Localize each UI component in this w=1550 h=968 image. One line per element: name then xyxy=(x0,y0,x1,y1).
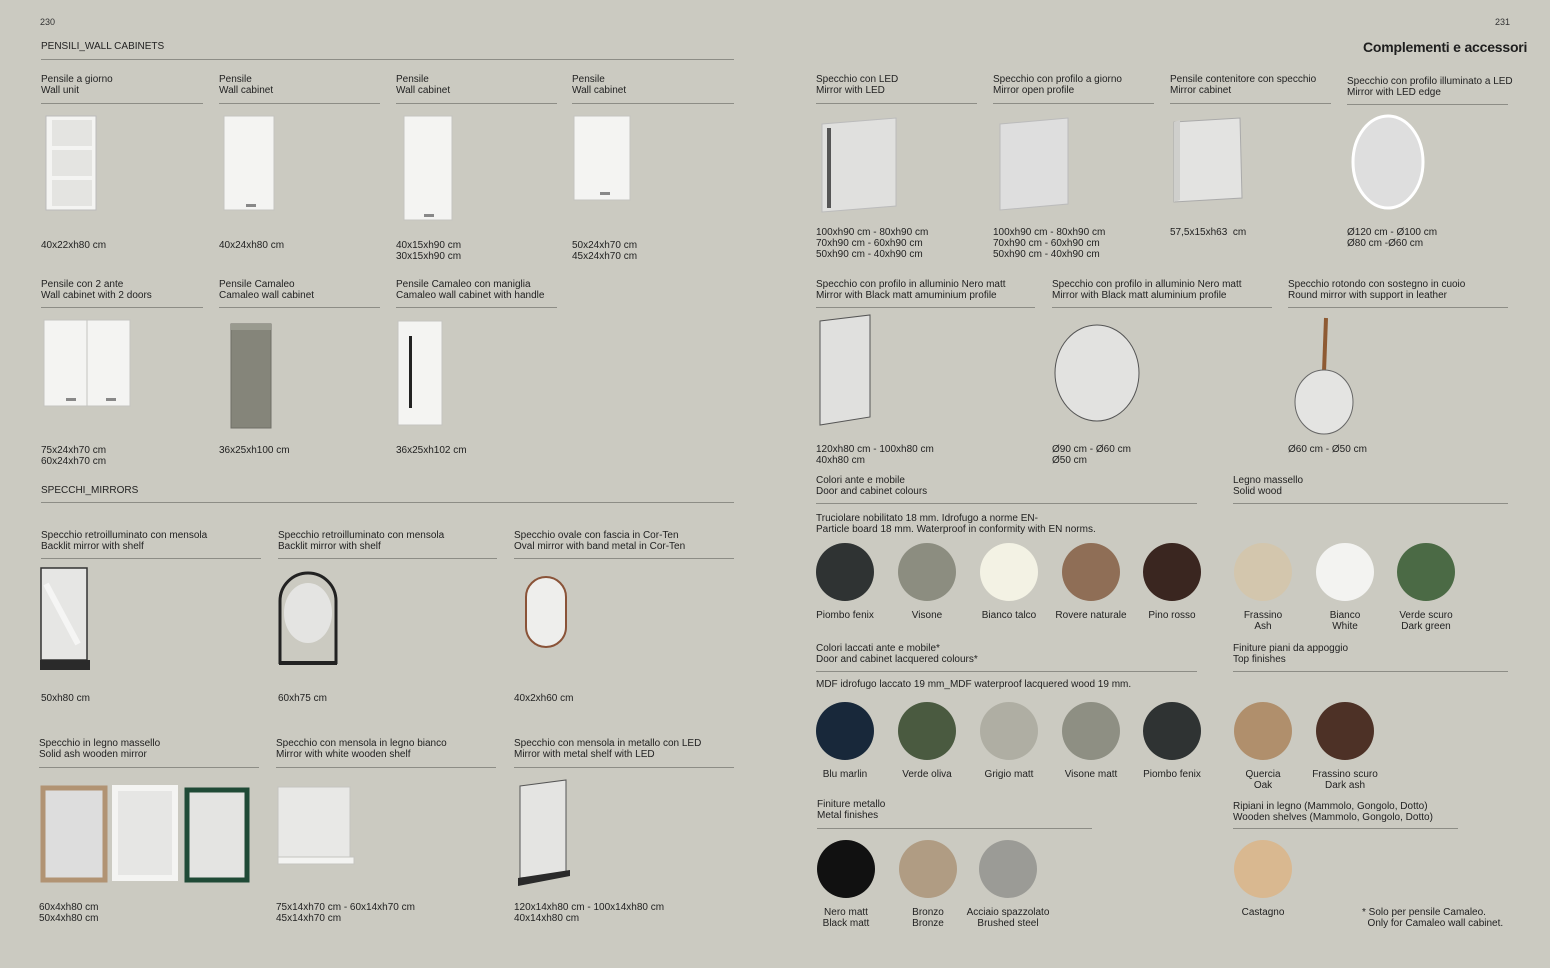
swatch-label: Bianco talco xyxy=(981,610,1037,621)
two-door-cabinet-image xyxy=(42,318,134,410)
product-size: 57,5x15xh63 cm xyxy=(1170,227,1247,238)
swatch-label: Grigio matt xyxy=(984,769,1034,780)
camaleo-cabinet-handle-image xyxy=(395,318,447,430)
divider xyxy=(1170,103,1331,104)
product-size: 50xh80 cm xyxy=(41,693,90,704)
product-size: 36x25xh102 cm xyxy=(396,445,467,456)
black-profile-mirror-image xyxy=(816,313,876,431)
product-title: Specchio con profilo in alluminio Nero matt Mirror with Black matt aluminium profile xyxy=(1052,279,1242,301)
colour-swatch xyxy=(898,702,956,760)
product-size: Ø60 cm - Ø50 cm xyxy=(1288,444,1367,455)
section-divider xyxy=(41,502,734,503)
product-size: 60x4xh80 cm 50x4xh80 cm xyxy=(39,902,99,924)
product-title: Specchio con mensola in metallo con LED Mirror with metal shelf with LED xyxy=(514,738,702,760)
swatch-label: Quercia Oak xyxy=(1245,769,1281,791)
swatch-label: Rovere naturale xyxy=(1055,610,1127,621)
swatch-label: Frassino Ash xyxy=(1243,610,1283,632)
leather-round-mirror-image xyxy=(1290,316,1358,438)
divider xyxy=(41,307,203,308)
swatch-label: Verde oliva xyxy=(902,769,952,780)
product-title: Specchio retroilluminato con mensola Backlit mirror with shelf xyxy=(41,530,208,552)
divider xyxy=(514,558,734,559)
divider xyxy=(816,671,1197,672)
colour-swatch xyxy=(1316,543,1374,601)
divider xyxy=(816,503,1197,504)
swatch-label: Acciaio spazzolato Brushed steel xyxy=(966,907,1050,929)
product-title: Pensile contenitore con specchio Mirror cabinet xyxy=(1170,74,1317,96)
divider xyxy=(278,558,497,559)
swatch-label: Pino rosso xyxy=(1148,610,1196,621)
section-title-wall-cabinets: PENSILI_WALL CABINETS xyxy=(41,41,165,52)
wall-cabinet-image xyxy=(220,114,278,214)
product-title: Pensile Wall cabinet xyxy=(572,74,627,96)
colour-swatch xyxy=(1143,543,1201,601)
product-title: Pensile Wall cabinet xyxy=(219,74,274,96)
product-title: Specchio con profilo in alluminio Nero matt Mirror with Black matt amuminium profile xyxy=(816,279,1006,301)
product-size: 50x24xh70 cm 45x24xh70 cm xyxy=(572,240,638,262)
section-title-mirrors: SPECCHI_MIRRORS xyxy=(41,485,139,496)
round-led-mirror-image xyxy=(1350,114,1428,212)
colour-swatch xyxy=(898,543,956,601)
colour-swatch xyxy=(1234,543,1292,601)
divider xyxy=(993,103,1154,104)
backlit-mirror-image xyxy=(38,564,94,676)
left-page-number: 230 xyxy=(40,17,56,27)
swatch-label: Blu marlin xyxy=(822,769,868,780)
colour-swatch xyxy=(1062,543,1120,601)
product-title: Specchio con mensola in legno bianco Mirror with white wooden shelf xyxy=(276,738,447,760)
product-size: 40x24xh80 cm xyxy=(219,240,285,251)
divider xyxy=(1347,104,1508,105)
product-title: Pensile Camaleo con maniglia Camaleo wall cabinet with handle xyxy=(396,279,545,301)
product-size: Ø90 cm - Ø60 cm Ø50 cm xyxy=(1052,444,1131,466)
mirror-cabinet-image xyxy=(1170,116,1246,206)
product-title: Specchio ovale con fascia in Cor-Ten Oval mirror with band metal in Cor-Ten xyxy=(514,530,686,552)
product-size: 120x14xh80 cm - 100x14xh80 cm 40x14xh80 cm xyxy=(514,902,665,924)
divider xyxy=(1288,307,1508,308)
solid-wood-title: Legno massello Solid wood xyxy=(1233,475,1304,497)
product-size: 75x24xh70 cm 60x24xh70 cm xyxy=(41,445,107,467)
colours-title: Colori ante e mobile Door and cabinet colours xyxy=(816,475,928,497)
divider xyxy=(1233,503,1508,504)
product-size: Ø120 cm - Ø100 cm Ø80 cm -Ø60 cm xyxy=(1347,227,1438,249)
swatch-label: Verde scuro Dark green xyxy=(1399,610,1453,632)
divider xyxy=(1233,671,1508,672)
product-size: 120xh80 cm - 100xh80 cm 40xh80 cm xyxy=(816,444,934,466)
colour-swatch xyxy=(980,543,1038,601)
product-title: Specchio rotondo con sostegno in cuoio Round mirror with support in leather xyxy=(1288,279,1466,301)
swatch-label: Visone matt xyxy=(1064,769,1118,780)
wall-cabinet-image xyxy=(572,114,634,204)
colour-swatch xyxy=(817,840,875,898)
colour-swatch xyxy=(1143,702,1201,760)
product-size: 40x15xh90 cm 30x15xh90 cm xyxy=(396,240,462,262)
divider xyxy=(1052,307,1272,308)
swatch-label: Frassino scuro Dark ash xyxy=(1312,769,1378,791)
colour-swatch xyxy=(899,840,957,898)
product-title: Specchio in legno massello Solid ash wooden mirror xyxy=(39,738,161,760)
page-title: Complementi e accessori xyxy=(1363,39,1528,55)
oval-corten-mirror-image xyxy=(523,575,569,649)
product-size: 100xh90 cm - 80xh90 cm 70xh90 cm - 60xh90 cm 50xh90 cm - 40xh90 cm xyxy=(993,227,1106,260)
divider xyxy=(41,558,261,559)
swatch-label: Castagno xyxy=(1241,907,1285,918)
footnote: * Solo per pensile Camaleo. Only for Camaleo wall cabinet. xyxy=(1362,907,1504,929)
product-size: 40x2xh60 cm xyxy=(514,693,574,704)
mirror-wooden-shelf-image xyxy=(276,785,358,869)
colour-swatch xyxy=(1234,702,1292,760)
product-size: 60xh75 cm xyxy=(278,693,327,704)
led-mirror-image xyxy=(818,116,900,216)
divider xyxy=(219,307,380,308)
colour-swatch xyxy=(979,840,1037,898)
section-divider xyxy=(41,59,734,60)
colour-swatch xyxy=(816,702,874,760)
colour-swatch xyxy=(1062,702,1120,760)
swatch-label: Piombo fenix xyxy=(1143,769,1201,780)
product-title: Specchio con LED Mirror with LED xyxy=(816,74,899,96)
divider xyxy=(816,103,977,104)
lacquered-description: MDF idrofugo laccato 19 mm_MDF waterproof lacquered wood 19 mm. xyxy=(816,679,1132,690)
divider xyxy=(1233,828,1458,829)
top-finishes-title: Finiture piani da appoggio Top finishes xyxy=(1233,643,1349,665)
product-title: Pensile con 2 ante Wall cabinet with 2 doors xyxy=(41,279,152,301)
colour-swatch xyxy=(980,702,1038,760)
colour-swatch xyxy=(816,543,874,601)
divider xyxy=(41,103,203,104)
mirror-metal-shelf-image xyxy=(516,778,574,890)
open-wall-unit-image xyxy=(44,114,100,212)
divider xyxy=(514,767,734,768)
right-page-number: 231 xyxy=(1495,17,1511,27)
product-title: Pensile Wall cabinet xyxy=(396,74,451,96)
product-title: Specchio con profilo illuminato a LED Mirror with LED edge xyxy=(1347,76,1513,98)
swatch-label: Bronzo Bronze xyxy=(912,907,944,929)
wooden-shelves-title: Ripiani in legno (Mammolo, Gongolo, Dotto) Wooden shelves (Mammolo, Gongolo, Dotto) xyxy=(1233,801,1433,823)
round-black-profile-mirror-image xyxy=(1052,322,1144,424)
divider xyxy=(39,767,259,768)
divider xyxy=(396,103,557,104)
divider xyxy=(572,103,734,104)
colour-swatch xyxy=(1397,543,1455,601)
divider xyxy=(396,307,557,308)
colour-swatch xyxy=(1316,702,1374,760)
product-title: Specchio con profilo a giorno Mirror open profile xyxy=(993,74,1122,96)
colour-swatch xyxy=(1234,840,1292,898)
swatch-label: Piombo fenix xyxy=(816,610,874,621)
swatch-label: Nero matt Black matt xyxy=(822,907,870,929)
product-title: Pensile Camaleo Camaleo wall cabinet xyxy=(219,279,315,301)
open-profile-mirror-image xyxy=(996,116,1072,214)
product-title: Specchio retroilluminato con mensola Backlit mirror with shelf xyxy=(278,530,445,552)
colours-description: Truciolare nobilitato 18 mm. Idrofugo a norme EN- Particle board 18 mm. Waterproof in conformity with EN norms. xyxy=(816,513,1096,535)
product-size: 40x22xh80 cm xyxy=(41,240,107,251)
swatch-label: Bianco White xyxy=(1329,610,1361,632)
wall-cabinet-image xyxy=(400,114,456,224)
divider xyxy=(817,828,1092,829)
product-size: 75x14xh70 cm - 60x14xh70 cm 45x14xh70 cm xyxy=(276,902,415,924)
lacquered-title: Colori laccati ante e mobile* Door and cabinet lacquered colours* xyxy=(816,643,978,665)
divider xyxy=(816,307,1035,308)
divider xyxy=(219,103,380,104)
camaleo-cabinet-image xyxy=(228,320,276,432)
product-size: 100xh90 cm - 80xh90 cm 70xh90 cm - 60xh90 cm 50xh90 cm - 40xh90 cm xyxy=(816,227,929,260)
solid-wood-mirrors-image xyxy=(40,782,252,888)
round-backlit-mirror-image xyxy=(276,569,340,671)
product-size: 36x25xh100 cm xyxy=(219,445,290,456)
swatch-label: Visone xyxy=(911,610,943,621)
product-title: Pensile a giorno Wall unit xyxy=(41,74,113,96)
metal-finishes-title: Finiture metallo Metal finishes xyxy=(817,799,886,821)
divider xyxy=(276,767,496,768)
